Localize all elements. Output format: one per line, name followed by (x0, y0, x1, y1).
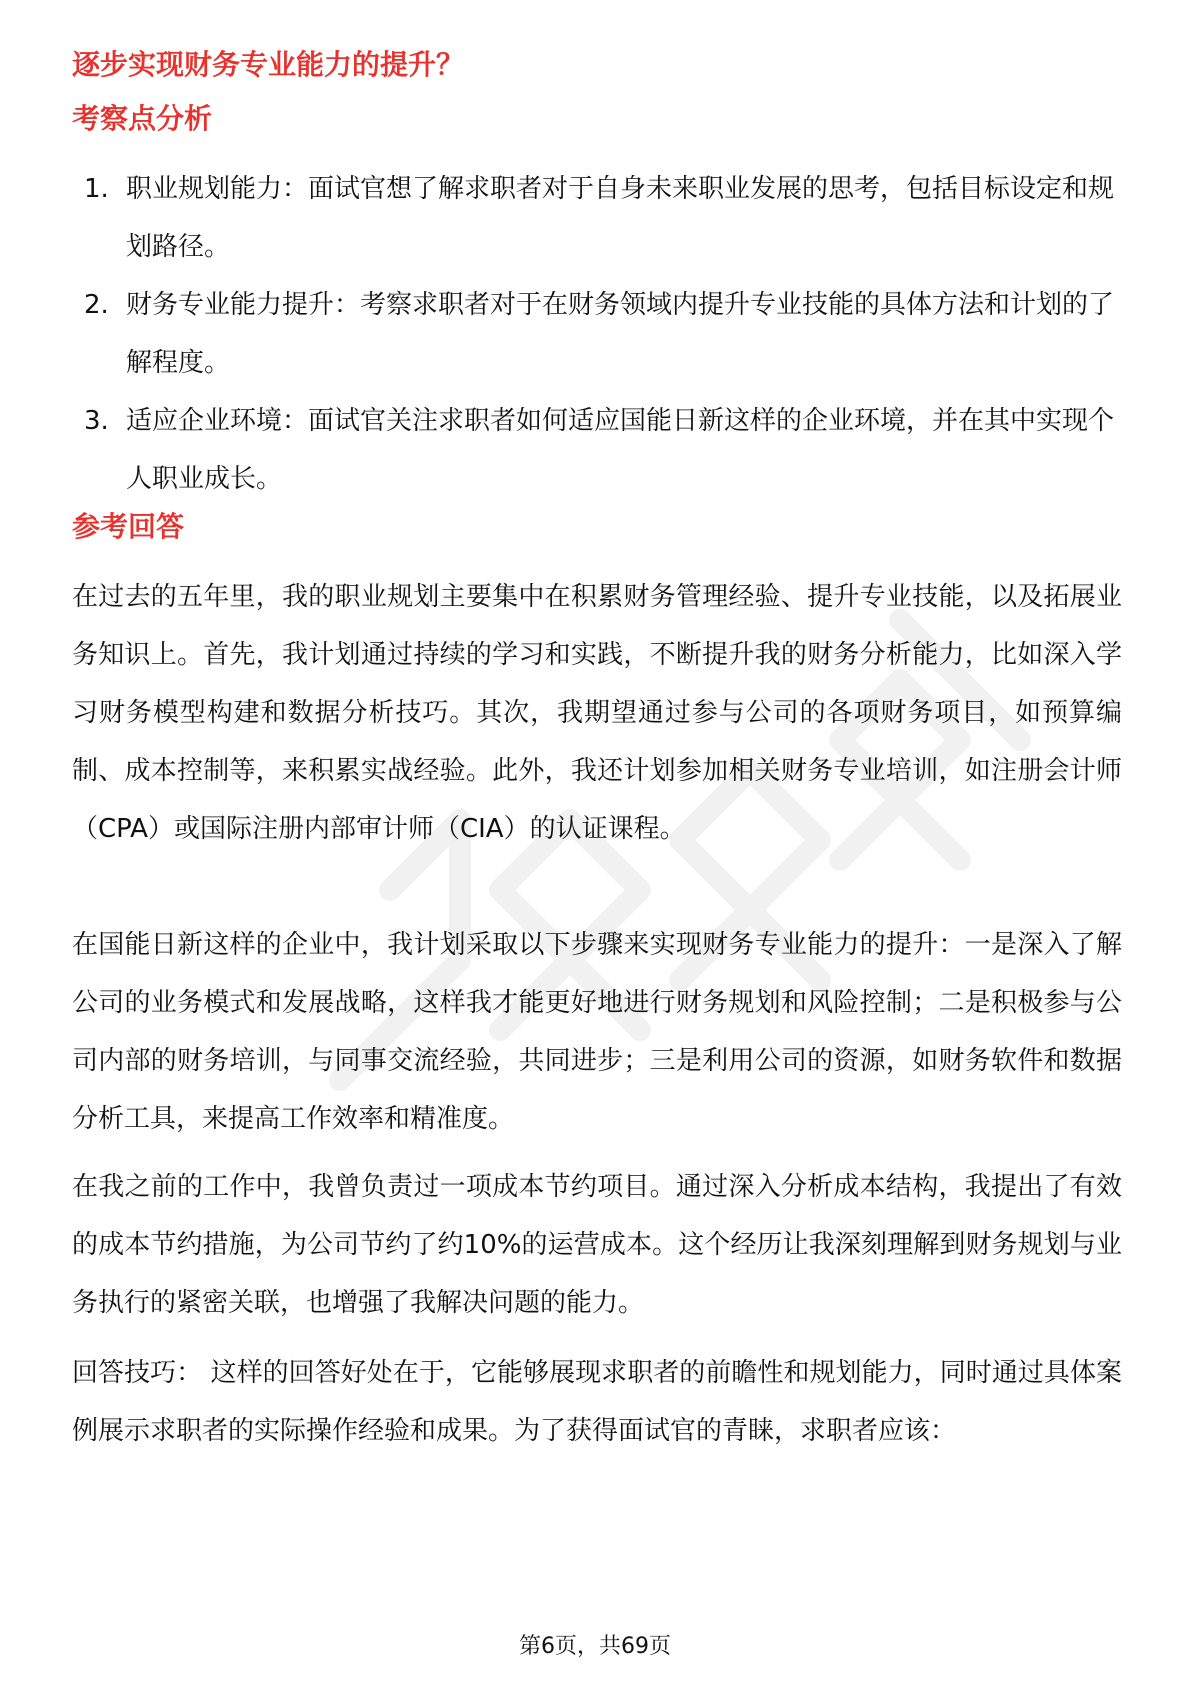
list-item-number: 2. (84, 290, 109, 320)
list-item-text: 财务专业能力提升：考察求职者对于在财务领域内提升专业技能的具体方法和计划的了解程度。 (126, 290, 1115, 378)
analysis-title: 考察点分析 (72, 102, 213, 135)
answer-paragraph-2: 在国能日新这样的企业中，我计划采取以下步骤来实现财务专业能力的提升：一是深入了解公司的业务模式和发展战略，这样我才能更好地进行财务规划和风险控制；二是积极参与公司内部的财务培训，与同事交流经验，共同进步；三是利用公司的资源，如财务软件和数据分析工具，来提高工作效率和精准度。 (72, 930, 1122, 1134)
list-item-number: 3. (84, 406, 109, 436)
answer-tips-paragraph: 回答技巧： 这样的回答好处在于，它能够展现求职者的前瞻性和规划能力，同时通过具体案例展示求职者的实际操作经验和成果。为了获得面试官的青睐，求职者应该： (72, 1358, 1122, 1446)
analysis-list (84, 160, 1114, 508)
answer-paragraph-1: 在过去的五年里，我的职业规划主要集中在积累财务管理经验、提升专业技能，以及拓展业务知识上。首先，我计划通过持续的学习和实践，不断提升我的财务分析能力，比如深入学习财务模型构建和数据分析技巧。其次，我期望通过参与公司的各项财务项目，如预算编制、成本控制等，来积累实战经验。此外，我还计划参加相关财务专业培训，如注册会计师（CPA）或国际注册内部审计师（CIA）的认证课程。 (72, 582, 1122, 844)
answer-paragraph-3: 在我之前的工作中，我曾负责过一项成本节约项目。通过深入分析成本结构，我提出了有效的成本节约措施，为公司节约了约10%的运营成本。这个经历让我深刻理解到财务规划与业务执行的紧密关联，也增强了我解决问题的能力。 (72, 1172, 1122, 1318)
analysis-list-item (84, 276, 1114, 392)
list-item-text: 适应企业环境：面试官关注求职者如何适应国能日新这样的企业环境，并在其中实现个人职业成长。 (126, 406, 1115, 494)
analysis-list-item (84, 160, 1114, 276)
list-item-number: 1. (84, 174, 109, 204)
analysis-list-item (84, 392, 1114, 508)
list-item-text: 职业规划能力：面试官想了解求职者对于自身未来职业发展的思考，包括目标设定和规划路径。 (126, 174, 1115, 262)
answer-title: 参考回答 (72, 510, 185, 543)
question-tail-heading: 逐步实现财务专业能力的提升？ (72, 48, 465, 81)
page-number-footer: 第6页，共69页 (519, 1634, 671, 1659)
